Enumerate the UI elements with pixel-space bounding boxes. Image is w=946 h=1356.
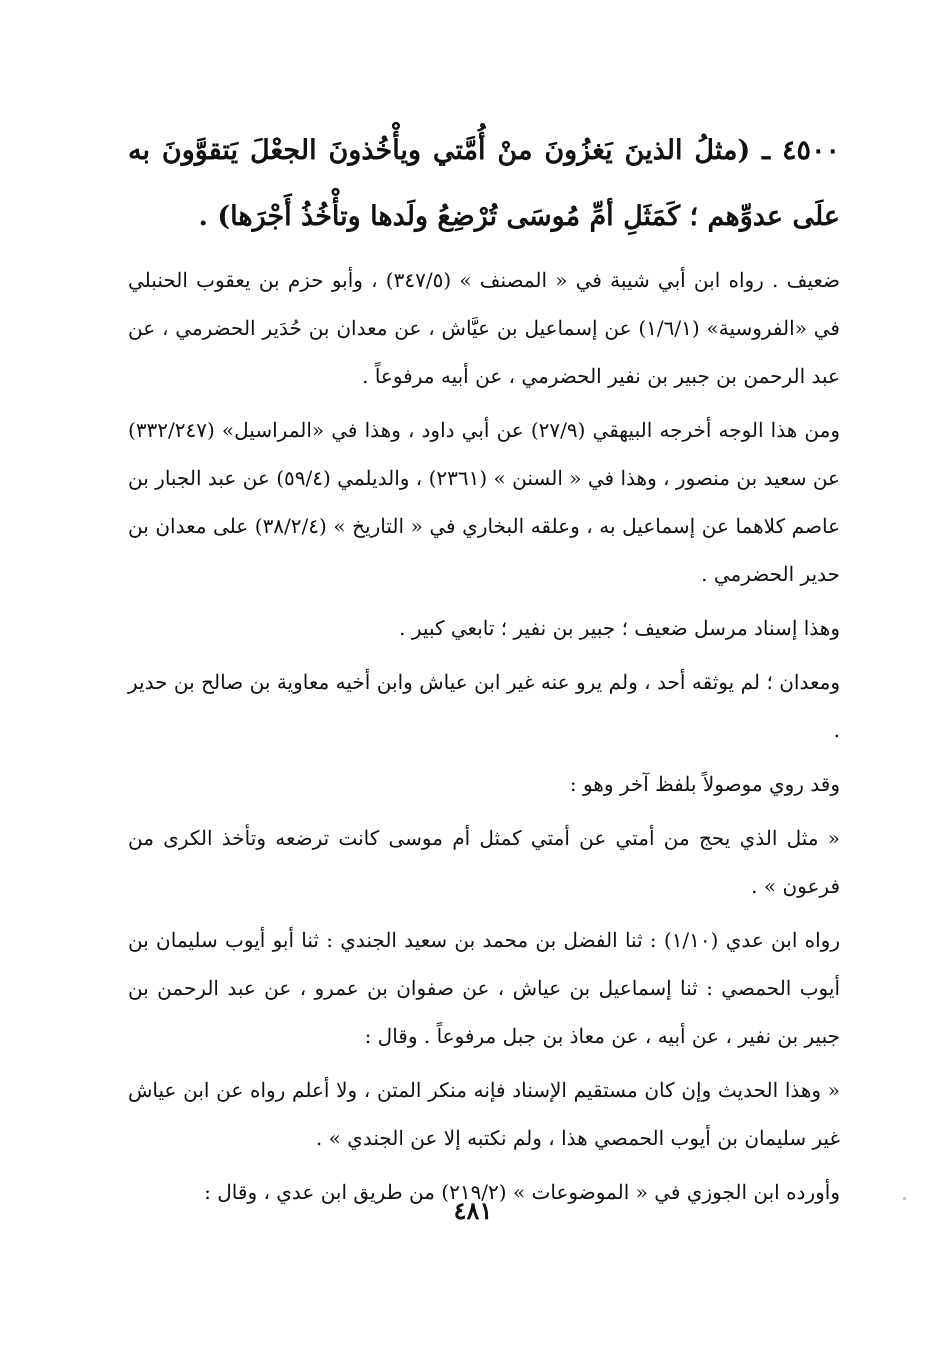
- page-number: ٤٨١: [453, 1196, 493, 1225]
- paragraph-sources: ومن هذا الوجه أخرجه البيهقي (٢٧/٩) عن أبي داود ، وهذا في «المراسيل» (٣٣٢/٢٤٧) عن سعيد بن منصور ، وهذا في « السنن » (٢٣٦١) ، والديلمي (٥٩/٤) عن عبد الجبار بن عاصم كلاهما عن إسماعيل به ، وعلقه البخاري في « التاريخ » (٣٨/٢/٤) على معدان بن حدير الحضرمي .: [128, 418, 840, 586]
- paragraph-madan: ومعدان ؛ لم يوثقه أحد ، ولم يرو عنه غير ابن عياش وابن أخيه معاوية بن صالح بن حدير .: [128, 670, 840, 742]
- paragraph-ibn-jawzi: وأورده ابن الجوزي في « الموضوعات » (٢١٩/٢) من طريق ابن عدي ، وقال :: [204, 1180, 840, 1204]
- paragraph-quote-hajj: « مثل الذي يحج من أمتي عن أمتي كمثل أم موسى كانت ترضعه وتأخذ الكرى من فرعون » .: [128, 826, 840, 898]
- paragraph-quote-munkar: « وهذا الحديث وإن كان مستقيم الإسناد فإنه منكر المتن ، ولا أعلم رواه عن ابن عياش غير سليمان بن أيوب الحمصي هذا ، ولم نكتبه إلا عن الجندي » .: [128, 1078, 840, 1150]
- scan-speck: [903, 1197, 906, 1200]
- paragraph-grading: ضعيف . رواه ابن أبي شيبة في « المصنف » (٣٤٧/٥) ، وأبو حزم بن يعقوب الحنبلي في «الفروسية» (١/٦/١) عن إسماعيل بن عيَّاش ، عن معدان بن حُدَير الحضرمي ، عن عبد الرحمن بن جبير بن نفير الحضرمي ، عن أبيه مرفوعاً .: [128, 268, 840, 388]
- paragraph-connected: وقد روي موصولاً بلفظ آخر وهو :: [569, 772, 840, 796]
- paragraph-isnad-weak: وهذا إسناد مرسل ضعيف ؛ جبير بن نفير ؛ تابعي كبير .: [399, 616, 840, 640]
- hadith-text: ٤٥٠٠ ـ (مثلُ الذينَ يَغزُونَ منْ أُمَّتي ويأْخُذونَ الجعْلَ يَتقوَّونَ به علَى عدوِّهم ؛ كَمَثَلِ أمِّ مُوسَى تُرْضِعُ ولَدها وتأْخُذُ أَجْرَها) .: [128, 135, 840, 232]
- page-body: [128, 118, 840, 1222]
- paragraph-ibn-adi: رواه ابن عدي (١/١٠) : ثنا الفضل بن محمد بن سعيد الجندي : ثنا أبو أيوب سليمان بن أيوب الحمصي : ثنا إسماعيل بن عياش ، عن صفوان بن عمرو ، عن عبد الرحمن بن جبير بن نفير ، عن أبيه ، عن معاذ بن جبل مرفوعاً . وقال :: [128, 928, 840, 1048]
